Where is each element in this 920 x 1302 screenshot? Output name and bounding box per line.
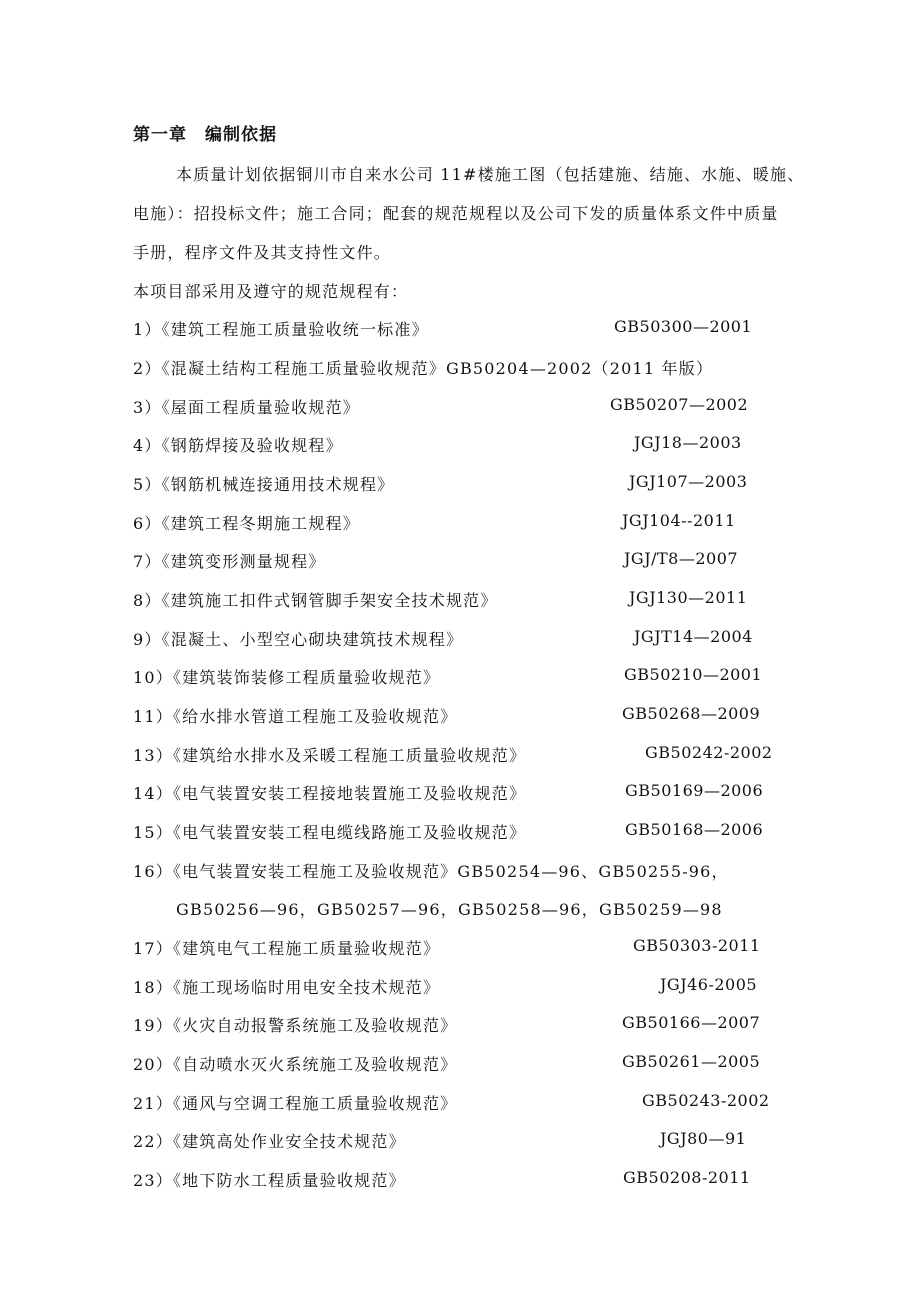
- standard-name: 1）《建筑工程施工质量验收统一标准》: [133, 320, 429, 339]
- standard-code: GB50166—2007: [622, 1013, 761, 1032]
- intro-line-4: 本项目部采用及遵守的规范规程有：: [133, 282, 409, 301]
- standard-name: 13）《建筑给水排水及采暖工程施工质量验收规范》: [133, 746, 527, 765]
- standard-code: JGJ18—2003: [634, 433, 742, 452]
- standard-name: 22）《建筑高处作业安全技术规范》: [133, 1132, 406, 1151]
- standard-code: JGJ/T8—2007: [624, 549, 739, 568]
- standard-code: GB50243-2002: [642, 1091, 770, 1110]
- standard-code: GB50268—2009: [622, 704, 761, 723]
- standard-code: JGJ80—91: [660, 1129, 747, 1148]
- standard-name: 14）《电气装置安装工程接地装置施工及验收规范》: [133, 784, 527, 803]
- standard-name-continued: GB50256—96，GB50257—96，GB50258—96，GB50259—98: [176, 900, 723, 919]
- standard-name: 23）《地下防水工程质量验收规范》: [133, 1171, 406, 1190]
- intro-line-2: 电施）：招投标文件；施工合同；配套的规范规程以及公司下发的质量体系文件中质量: [133, 204, 779, 223]
- standard-name: 8）《建筑施工扣件式钢管脚手架安全技术规范》: [133, 591, 498, 610]
- standard-name: 6）《建筑工程冬期施工规程》: [133, 514, 360, 533]
- standard-code: JGJ46-2005: [660, 975, 758, 994]
- standard-code: GB50303-2011: [633, 936, 761, 955]
- standard-name: 16）《电气装置安装工程施工及验收规范》GB50254—96、GB50255-96，: [133, 862, 729, 881]
- standard-name: 7）《建筑变形测量规程》: [133, 552, 326, 571]
- standard-code: GB50169—2006: [625, 781, 764, 800]
- standard-name: 21）《通风与空调工程施工质量验收规范》: [133, 1094, 458, 1113]
- intro-line-3: 手册，程序文件及其支持性文件。: [133, 243, 392, 262]
- standard-code: GB50168—2006: [625, 820, 764, 839]
- standard-name: 5）《钢筋机械连接通用技术规程》: [133, 475, 395, 494]
- standard-code: GB50208-2011: [623, 1168, 751, 1187]
- standard-code: GB50261—2005: [622, 1052, 761, 1071]
- standard-name: 10）《建筑装饰装修工程质量验收规范》: [133, 668, 441, 687]
- standard-name: 18）《施工现场临时用电安全技术规范》: [133, 978, 441, 997]
- chapter-title: 第一章 编制依据: [133, 125, 277, 145]
- standard-name: 4）《钢筋焊接及验收规程》: [133, 436, 343, 455]
- standard-name: 19）《火灾自动报警系统施工及验收规范》: [133, 1016, 458, 1035]
- standard-code: GB50300—2001: [614, 317, 753, 336]
- standard-code: GB50210—2001: [624, 665, 763, 684]
- standard-name: 20）《自动喷水灭火系统施工及验收规范》: [133, 1055, 458, 1074]
- standard-name: 9）《混凝土、小型空心砌块建筑技术规程》: [133, 630, 464, 649]
- standard-code: JGJ107—2003: [629, 472, 748, 491]
- intro-line-1: 本质量计划依据铜川市自来水公司 11#楼施工图（包括建施、结施、水施、暖施、: [176, 165, 805, 184]
- standard-code: GB50242-2002: [645, 743, 773, 762]
- standard-name: 17）《建筑电气工程施工质量验收规范》: [133, 939, 441, 958]
- standard-name: 3）《屋面工程质量验收规范》: [133, 398, 360, 417]
- standard-name: 11）《给水排水管道工程施工及验收规范》: [133, 707, 458, 726]
- standard-code: JGJ104--2011: [622, 511, 736, 530]
- standard-code: JGJ130—2011: [629, 588, 748, 607]
- standard-code: GB50207—2002: [610, 395, 749, 414]
- standard-code: JGJT14—2004: [634, 627, 753, 646]
- standard-name: 2）《混凝土结构工程施工质量验收规范》GB50204—2002（2011 年版）: [133, 359, 714, 378]
- standard-name: 15）《电气装置安装工程电缆线路施工及验收规范》: [133, 823, 527, 842]
